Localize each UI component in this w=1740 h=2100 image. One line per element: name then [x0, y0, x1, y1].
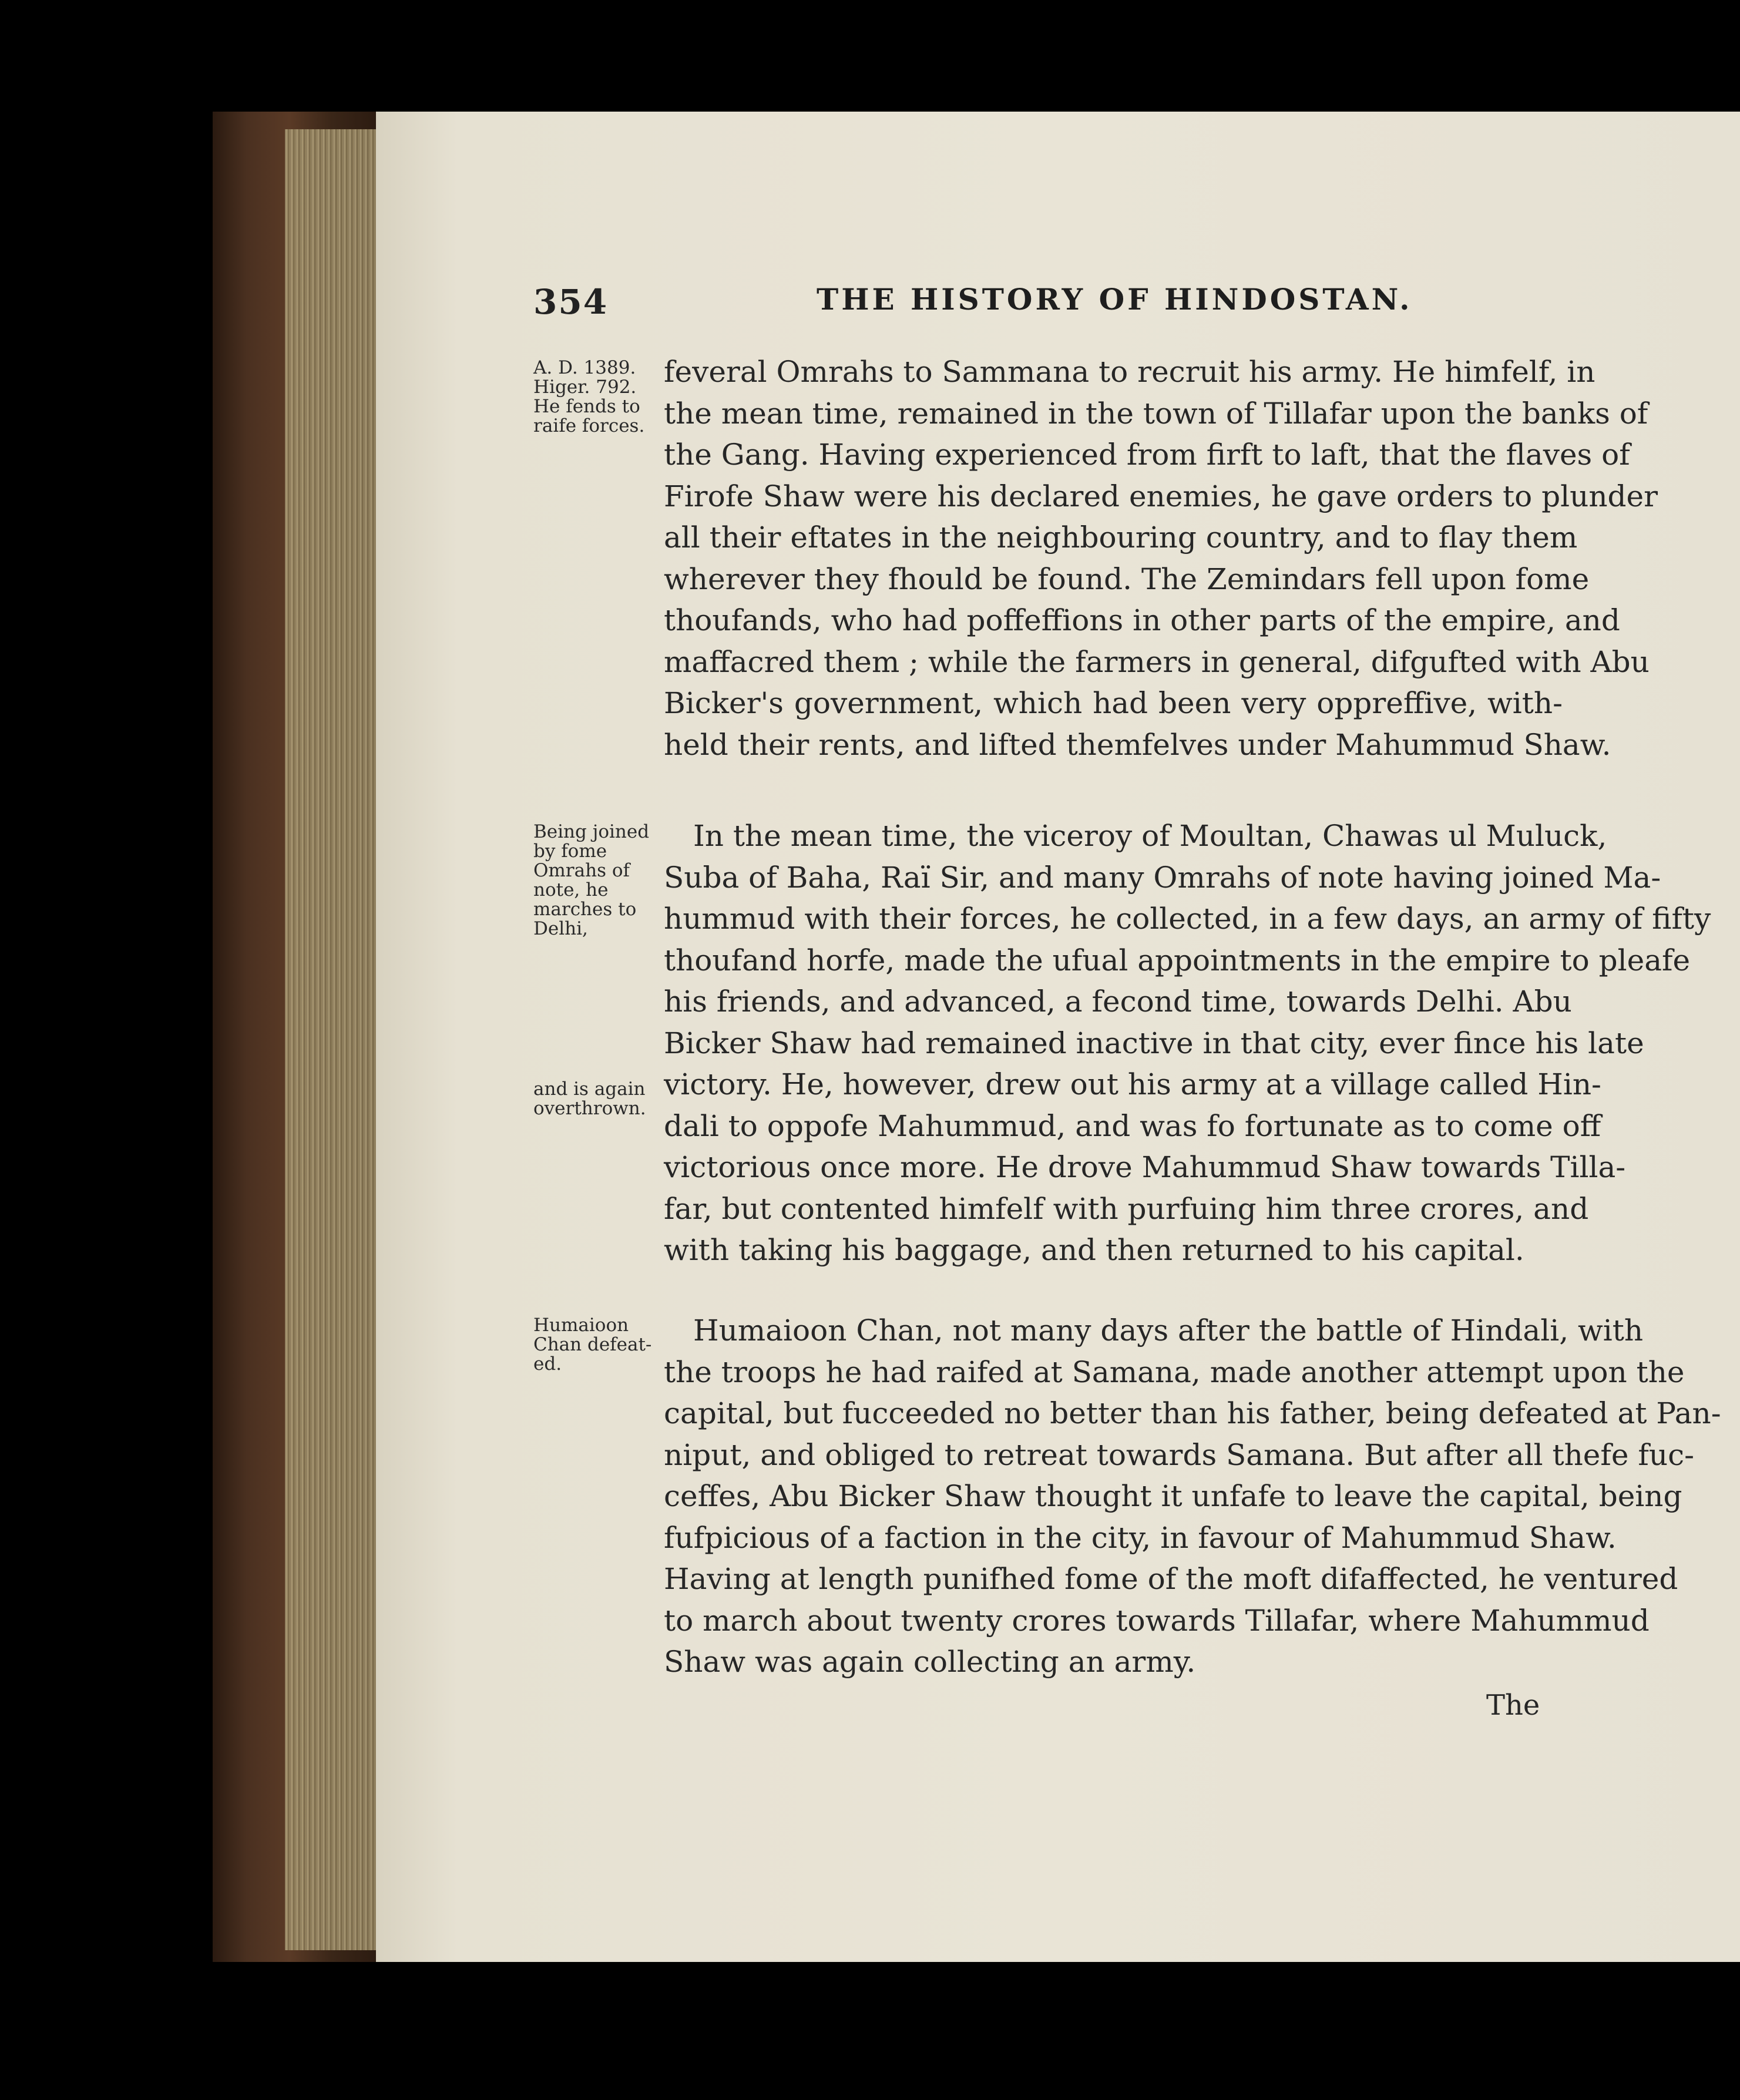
text-line: Suba of Baha, Raï Sir, and many Omrahs of note having joined Ma-	[664, 860, 1661, 895]
text-line: thoufands, who had poffeffions in other parts of the empire, and	[664, 603, 1620, 637]
page-edges	[285, 129, 379, 1950]
text-line: to march about twenty crores towards Tillafar, where Mahummud	[664, 1603, 1650, 1638]
margin-note	[533, 1080, 669, 1118]
text-line: Bicker's government, which had been very oppreffive, with-	[664, 686, 1563, 720]
text-line: Humaioon Chan, not many days after the battle of Hindali, with	[693, 1313, 1644, 1348]
margin-note-line: Delhi,	[533, 918, 588, 939]
text-line: far, but contented himfelf with purfuing him three crores, and	[664, 1191, 1589, 1226]
book-page	[376, 112, 1740, 1962]
text-line: the Gang. Having experienced from firft to laft, that the flaves of	[664, 438, 1630, 472]
text-line: Bicker Shaw had remained inactive in that city, ever fince his late	[664, 1026, 1644, 1060]
text-line: Having at length punifhed fome of the moft difaffected, he ventured	[664, 1562, 1678, 1596]
catchword: The	[1486, 1689, 1540, 1722]
paragraph	[664, 351, 1658, 765]
text-line: the mean time, remained in the town of Tillafar upon the banks of	[664, 396, 1648, 431]
margin-note-line: Omrahs of	[533, 860, 630, 881]
page-number: 354	[533, 282, 609, 322]
margin-note-line: and is again	[533, 1078, 646, 1100]
text-line: with taking his baggage, and then returned to his capital.	[664, 1233, 1524, 1267]
text-line: hummud with their forces, he collected, in a few days, an army of fifty	[664, 902, 1711, 936]
margin-note-line: Being joined	[533, 821, 650, 842]
text-line: ceffes, Abu Bicker Shaw thought it unfafe to leave the capital, being	[664, 1479, 1682, 1513]
margin-note-line: Higer. 792.	[533, 377, 637, 398]
text-line: wherever they fhould be found. The Zemindars fell upon fome	[664, 562, 1590, 596]
text-line: Shaw was again collecting an army.	[664, 1645, 1196, 1679]
margin-note-line: by fome	[533, 841, 607, 862]
margin-note-line: Humaioon	[533, 1315, 629, 1336]
paragraph	[664, 1310, 1721, 1683]
text-line: all their eftates in the neighbouring country, and to flay them	[664, 520, 1578, 555]
margin-note	[533, 822, 669, 939]
margin-note-line: overthrown.	[533, 1098, 646, 1119]
margin-note-line: note, he	[533, 879, 609, 901]
margin-note-line: Chan defeat-	[533, 1334, 652, 1355]
margin-note-line: raife forces.	[533, 415, 645, 436]
margin-note	[533, 1316, 669, 1374]
text-line: niput, and obliged to retreat towards Samana. But after all thefe fuc-	[664, 1437, 1694, 1472]
text-line: victory. He, however, drew out his army at a village called Hin-	[664, 1067, 1601, 1101]
text-line: Firofe Shaw were his declared enemies, he gave orders to plunder	[664, 479, 1658, 513]
text-line: feveral Omrahs to Sammana to recruit his army. He himfelf, in	[664, 355, 1595, 389]
text-line: victorious once more. He drove Mahummud Shaw towards Tilla-	[664, 1150, 1626, 1184]
margin-note-line: marches to	[533, 899, 637, 920]
margin-note	[533, 358, 669, 436]
running-title: THE HISTORY OF HINDOSTAN.	[817, 282, 1413, 317]
paragraph	[664, 815, 1711, 1271]
text-line: In the mean time, the viceroy of Moultan, Chawas ul Muluck,	[693, 819, 1607, 853]
text-line: thoufand horfe, made the ufual appointments in the empire to pleafe	[664, 943, 1691, 977]
text-line: fufpicious of a faction in the city, in favour of Mahummud Shaw.	[664, 1520, 1617, 1555]
margin-note-line: A. D. 1389.	[533, 357, 636, 378]
text-line: capital, but fucceeded no better than his father, being defeated at Pan-	[664, 1396, 1721, 1430]
text-line: maffacred them ; while the farmers in general, difgufted with Abu	[664, 644, 1650, 679]
text-line: dali to oppofe Mahummud, and was fo fortunate as to come off	[664, 1108, 1601, 1143]
margin-note-line: ed.	[533, 1353, 562, 1375]
text-line: his friends, and advanced, a fecond time, towards Delhi. Abu	[664, 985, 1572, 1019]
margin-note-line: He fends to	[533, 396, 640, 417]
text-line: the troops he had raifed at Samana, made another attempt upon the	[664, 1355, 1685, 1389]
text-line: held their rents, and lifted themfelves under Mahummud Shaw.	[664, 727, 1611, 762]
